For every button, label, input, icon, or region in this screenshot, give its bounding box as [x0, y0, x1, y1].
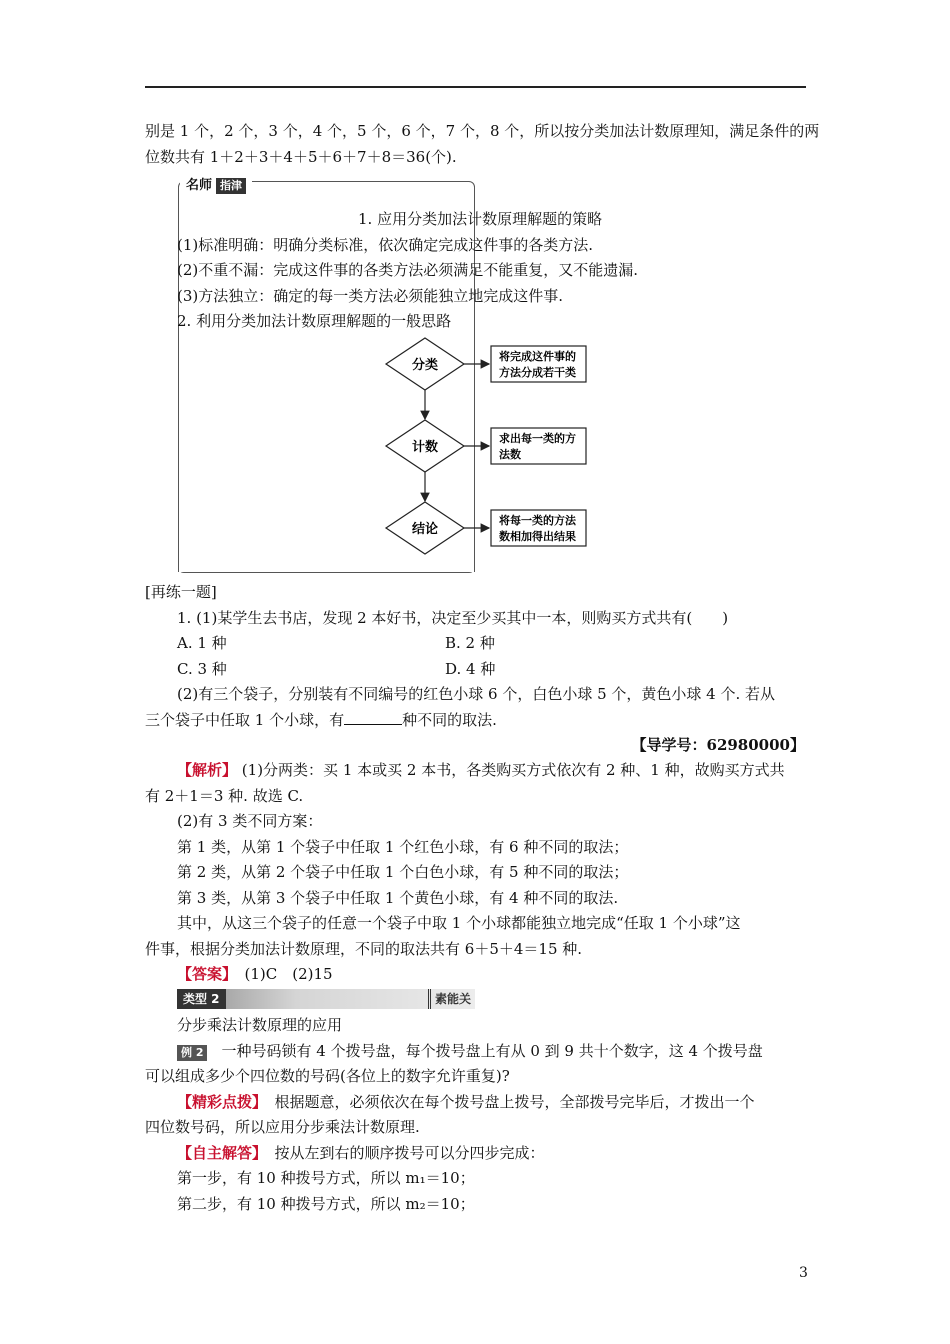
flow-desc-3b: 数相加得出结果: [499, 530, 576, 543]
solution-line3: 第二步，有 10 种拨号方式，所以 m₂＝10；: [177, 1195, 475, 1213]
top-text-line1: 别是 1 个，2 个，3 个，4 个，5 个，6 个，7 个，8 个，所以按分类加法计数原理知，满足条件的两: [145, 122, 820, 140]
practice-q1: 1. (1)某学生去书店，发现 2 本好书，决定至少买其中一本，则购买方式共有( ): [177, 609, 729, 627]
header-rule: [145, 86, 806, 88]
top-text-line2: 位数共有 1＋2＋3＋4＋5＋6＋7＋8＝36(个).: [145, 148, 457, 166]
type2-tag: 类型 2: [177, 989, 226, 1009]
type2-right-label: 素能关: [428, 989, 471, 1009]
example-line2: 可以组成多少个四位数的号码(各位上的数字允许重复)?: [145, 1067, 510, 1085]
analysis-line3: (2)有 3 类不同方案：: [177, 812, 323, 830]
hint-label: 【精彩点拨】: [177, 1093, 260, 1111]
option-a: A. 1 种: [177, 634, 227, 652]
guide-number: 【导学号：62980000】: [631, 736, 805, 754]
answer-label: 【答案】: [177, 965, 230, 983]
tip-item2: (2)不重不漏：完成这件事的各类方法必须满足不能重复，又不能遗漏.: [177, 261, 639, 279]
flow-step-3: [386, 502, 586, 554]
flow-node-1: 分类: [411, 358, 439, 373]
flow-desc-1a: 将完成这件事的: [499, 350, 576, 363]
analysis-line2: 有 2＋1＝3 种. 故选 C.: [145, 787, 304, 805]
example-line1: 例 2 一种号码锁有 4 个拨号盘，每个拨号盘上有从 0 到 9 共十个数字，这 4 个拨号盘: [177, 1039, 763, 1064]
analysis-line6: 第 3 类，从第 3 个袋子中任取 1 个黄色小球，有 4 种不同的取法.: [177, 889, 619, 907]
analysis-line1: 【解析】 (1)分两类：买 1 本或买 2 本书，各类购买方式依次有 2 种、1 种，故购买方式共: [177, 761, 785, 779]
hint-line1: 【精彩点拨】 根据题意，必须依次在每个拨号盘上拨号，全部拨号完毕后，才拨出一个: [177, 1093, 755, 1111]
flow-desc-2a: 求出每一类的方: [499, 432, 576, 445]
answer-blank: [344, 710, 402, 725]
flowchart: [380, 336, 610, 558]
hint-line2: 四位数号码，所以应用分步乘法计数原理.: [145, 1118, 420, 1136]
tip-badge-stamp: 指津: [216, 178, 246, 194]
option-b: B. 2 种: [445, 634, 495, 652]
tip-badge: 名师 指津: [180, 176, 252, 196]
tip-title1: 1. 应用分类加法计数原理解题的策略: [358, 210, 603, 228]
analysis-line5: 第 2 类，从第 2 个袋子中任取 1 个白色小球，有 5 种不同的取法；: [177, 863, 629, 881]
option-c: C. 3 种: [177, 660, 227, 678]
example-tag: 例 2: [177, 1045, 207, 1061]
practice-heading: [再练一题]: [145, 583, 217, 601]
flow-desc-1b: 方法分成若干类: [499, 366, 576, 379]
practice-q2-line1: (2)有三个袋子，分别装有不同编号的红色小球 6 个，白色小球 5 个，黄色小球 4 个. 若从: [177, 685, 776, 703]
solution-line2: 第一步，有 10 种拨号方式，所以 m₁＝10；: [177, 1169, 475, 1187]
flow-node-2: 计数: [411, 440, 439, 455]
flow-step-2: [386, 420, 586, 472]
practice-q2-line2: 三个袋子中任取 1 个小球，有 种不同的取法.: [145, 711, 497, 729]
type2-title: 分步乘法计数原理的应用: [177, 1016, 343, 1034]
flow-node-3: 结论: [411, 522, 439, 537]
page-number: 3: [799, 1265, 808, 1281]
answer-line: 【答案】 (1)C (2)15: [177, 965, 333, 983]
option-d: D. 4 种: [445, 660, 496, 678]
analysis-line8: 件事，根据分类加法计数原理，不同的取法共有 6＋5＋4＝15 种.: [145, 940, 583, 958]
analysis-label: 【解析】: [177, 761, 238, 779]
tip-item3: (3)方法独立：确定的每一类方法必须能独立地完成这件事.: [177, 287, 564, 305]
solution-label: 【自主解答】: [177, 1144, 260, 1162]
flow-step-1: [386, 338, 586, 390]
solution-line1: 【自主解答】 按从左到右的顺序拨号可以分四步完成：: [177, 1144, 545, 1162]
tip-item1: (1)标准明确：明确分类标准，依次确定完成这件事的各类方法.: [177, 236, 594, 254]
flow-desc-2b: 法数: [499, 448, 521, 461]
tip-box-bottom: [178, 556, 475, 572]
tip-title2: 2. 利用分类加法计数原理解题的一般思路: [177, 312, 452, 330]
analysis-line4: 第 1 类，从第 1 个袋子中任取 1 个红色小球，有 6 种不同的取法；: [177, 838, 629, 856]
flow-desc-3a: 将每一类的方法: [499, 514, 576, 527]
analysis-line7: 其中，从这三个袋子的任意一个袋子中取 1 个小球都能独立地完成“任取 1 个小球”这: [177, 914, 741, 932]
